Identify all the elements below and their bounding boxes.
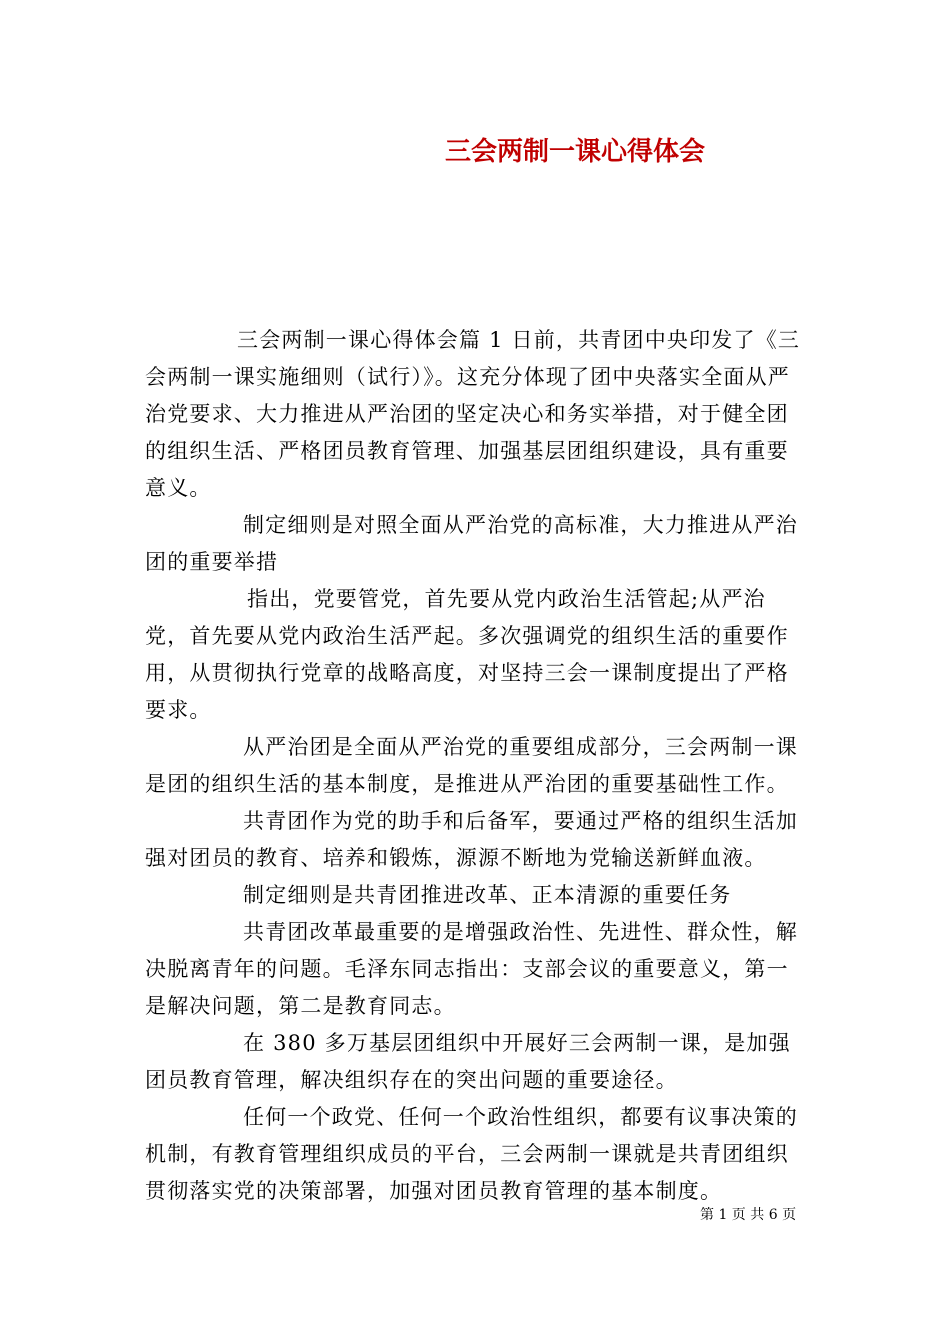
paragraph-7: 共青团改革最重要的是增强政治性、先进性、群众性，解决脱离青年的问题。毛泽东同志指出：支部会议的重要意义，第一是解决问题，第二是教育同志。	[145, 920, 798, 1018]
paragraph-5: 共青团作为党的助手和后备军，要通过严格的组织生活加强对团员的教育、培养和锻炼，源源不断地为党输送新鲜血液。	[145, 809, 798, 870]
paragraph-9: 任何一个政党、任何一个政治性组织，都要有议事决策的机制，有教育管理组织成员的平台，三会两制一课就是共青团组织贯彻落实党的决策部署，加强对团员教育管理的基本制度。	[145, 1105, 798, 1203]
document-title: 三会两制一课心得体会	[444, 137, 705, 167]
paragraph-2: 制定细则是对照全面从严治党的高标准，大力推进从严治团的重要举措	[145, 513, 798, 574]
paragraph-1: 三会两制一课心得体会篇 1 日前，共青团中央印发了《三会两制一课实施细则（试行）》。这充分体现了团中央落实全面从严治党要求、大力推进从严治团的坚定决心和务实举措，对于健全团的组织生活、严格团员教育管理、加强基层团组织建设，具有重要意义。	[145, 328, 801, 500]
paragraph-3: 指出，党要管党，首先要从党内政治生活管起;从严治党，首先要从党内政治生活严起。多次强调党的组织生活的重要作用，从贯彻执行党章的战略高度，对坚持三会一课制度提出了严格要求。	[145, 587, 789, 722]
page-footer: 第 1 页 共 6 页	[700, 1207, 797, 1223]
paragraph-6: 制定细则是共青团推进改革、正本清源的重要任务	[243, 883, 732, 907]
paragraph-8: 在 380 多万基层团组织中开展好三会两制一课，是加强团员教育管理，解决组织存在的突出问题的重要途径。	[145, 1031, 791, 1092]
document-body	[145, 322, 809, 1210]
paragraph-4: 从严治团是全面从严治党的重要组成部分，三会两制一课是团的组织生活的基本制度，是推进从严治团的重要基础性工作。	[145, 735, 798, 796]
